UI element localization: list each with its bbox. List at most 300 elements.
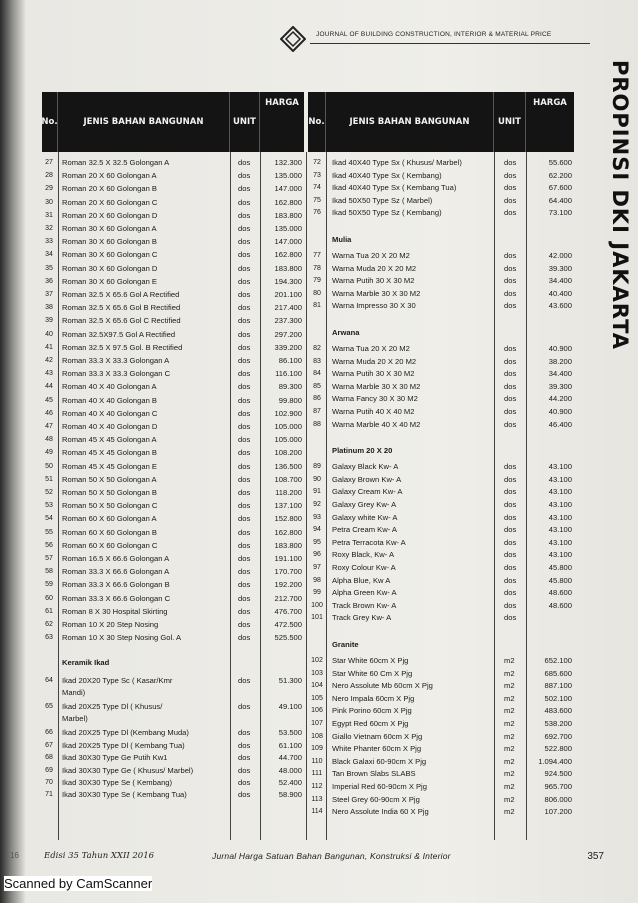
table-row <box>42 196 304 209</box>
item-unit: dos <box>504 525 517 535</box>
item-name: Nero Assolute Mb 60cm X Pjg <box>332 681 433 691</box>
table-row <box>308 156 574 169</box>
item-price: 538.200 <box>544 719 572 728</box>
row-number: 104 <box>311 682 323 690</box>
item-price: 45.800 <box>548 563 572 572</box>
item-unit: dos <box>238 250 251 260</box>
table-row <box>42 788 304 801</box>
table-row-continuation <box>42 686 304 699</box>
item-price: 51.300 <box>278 676 302 686</box>
item-name: Roman 33.3 X 33.3 Golongan A <box>62 356 170 365</box>
row-number: 54 <box>45 515 53 523</box>
item-price: 806.000 <box>544 794 572 804</box>
item-unit: dos <box>504 288 517 298</box>
item-price: 40.900 <box>548 407 572 416</box>
item-unit: dos <box>504 195 517 205</box>
item-unit: dos <box>238 369 251 379</box>
item-price: 476.700 <box>274 606 302 616</box>
row-number: 66 <box>45 729 53 737</box>
table-row <box>42 156 304 169</box>
table-row <box>42 394 304 407</box>
table-row <box>308 418 574 431</box>
journal-rule <box>310 43 590 44</box>
table-row <box>42 726 304 739</box>
item-name: Roman 60 X 60 Golongan A <box>62 514 157 524</box>
item-name: Roman 50 X 50 Golongan C <box>62 501 158 511</box>
table-row <box>308 667 574 680</box>
row-number: 92 <box>313 501 321 508</box>
item-unit: dos <box>504 512 517 522</box>
item-unit: dos <box>238 329 251 339</box>
item-price: 48.600 <box>548 588 572 598</box>
row-number: 29 <box>45 185 53 193</box>
item-price: 43.100 <box>548 474 572 484</box>
item-name: Nero Impala 60cm X Pjg <box>332 693 415 703</box>
item-price: 45.800 <box>548 575 572 585</box>
row-number: 87 <box>313 408 321 415</box>
item-name: Ikad 20X25 Type Dl ( Khusus/ <box>62 702 163 712</box>
item-price: 183.800 <box>274 210 302 220</box>
page-footer <box>10 851 604 867</box>
section-title: Mulia <box>332 235 352 244</box>
item-unit: m2 <box>504 656 515 665</box>
item-unit: dos <box>504 344 517 353</box>
item-price: 136.500 <box>274 461 302 471</box>
table-row <box>308 287 574 300</box>
item-price: 472.500 <box>274 620 302 629</box>
row-number: 73 <box>313 171 321 179</box>
item-unit: dos <box>238 633 251 643</box>
item-unit: m2 <box>504 719 515 728</box>
table-row <box>42 275 304 288</box>
item-price: 48.600 <box>548 600 572 610</box>
table-row <box>42 751 304 764</box>
row-number: 43 <box>45 370 53 378</box>
item-name: Ikad 40X40 Type Sx ( Kembang Tua) <box>332 183 457 193</box>
table-row <box>42 222 304 235</box>
item-name: Roman 20 X 60 Golongan C <box>62 197 158 207</box>
item-unit: dos <box>504 407 517 416</box>
item-name: Roman 50 X 50 Golongan A <box>62 474 157 484</box>
table-row <box>42 592 304 605</box>
item-unit: dos <box>504 419 517 429</box>
row-number: 99 <box>313 589 321 597</box>
item-name-continued: Mandi) <box>62 688 86 698</box>
item-unit: dos <box>504 381 517 391</box>
table-row <box>308 194 574 207</box>
section-title: Granite <box>332 640 359 649</box>
table-row <box>308 460 574 473</box>
item-name: Ikad 30X30 Type Se ( Kembang) <box>62 778 173 787</box>
table-row <box>42 526 304 539</box>
row-number: 76 <box>313 209 321 217</box>
item-price: 201.100 <box>274 290 302 299</box>
row-number: 95 <box>313 538 321 546</box>
table-row <box>42 433 304 446</box>
item-unit: dos <box>238 422 251 431</box>
item-name: Ikad 40X40 Type Sx ( Khusus/ Marbel) <box>332 158 462 167</box>
edition-label: Edisi 35 Tahun XXII 2016 <box>44 851 155 861</box>
table-row <box>308 523 574 536</box>
item-name: Roman 20 X 60 Golongan A <box>62 171 157 181</box>
item-name: Roman 10 X 20 Step Nosing <box>62 620 159 629</box>
item-name: Roman 50 X 50 Golongan B <box>62 488 157 497</box>
item-name: Roman 45 X 45 Golongan A <box>62 435 157 445</box>
table-row <box>42 262 304 275</box>
item-unit: dos <box>238 580 251 590</box>
table-row <box>308 574 574 587</box>
table-row <box>42 776 304 789</box>
row-number: 52 <box>45 489 53 496</box>
row-number: 35 <box>45 264 53 272</box>
item-name: Ikad 20X25 Type Dl ( Kembang Tua) <box>62 740 185 750</box>
item-name: Egypt Red 60cm X Pjg <box>332 719 409 728</box>
item-unit: dos <box>238 753 251 763</box>
row-number: 75 <box>313 196 321 204</box>
table-row <box>308 561 574 574</box>
item-name: Roman 32.5 X 65.6 Gol C Rectified <box>62 316 181 326</box>
item-name: Imperial Red 60-90cm X Pjg <box>332 782 427 791</box>
row-number: 105 <box>311 694 323 702</box>
table-row <box>42 407 304 420</box>
row-number: 78 <box>313 264 321 272</box>
item-name: Ikad 30X30 Type Ge Putih Kw1 <box>62 753 168 763</box>
item-price: 43.100 <box>548 500 572 509</box>
table-row <box>42 314 304 327</box>
item-name: Black Galaxi 60-90cm X Pjg <box>332 756 427 766</box>
row-number: 32 <box>45 225 53 232</box>
item-price: 135.000 <box>274 171 302 181</box>
table-row <box>308 249 574 262</box>
item-unit: dos <box>238 382 251 392</box>
col-header-no: No. <box>308 92 326 152</box>
table-row <box>308 206 574 219</box>
item-price: 44.200 <box>548 394 572 404</box>
row-number: 83 <box>313 357 321 365</box>
item-price: 52.400 <box>278 778 302 787</box>
section-title: Keramik Ikad <box>62 658 110 668</box>
table-row <box>42 288 304 301</box>
item-unit: dos <box>238 316 251 326</box>
row-number: 94 <box>313 526 321 534</box>
item-name: Roman 33.3 X 66.6 Golongan C <box>62 593 171 603</box>
item-unit: dos <box>238 702 251 712</box>
item-price: 102.900 <box>274 408 302 418</box>
item-unit: dos <box>238 303 251 313</box>
item-unit: dos <box>238 448 251 458</box>
item-unit: m2 <box>504 794 515 804</box>
item-name: Petra Cream Kw- A <box>332 525 397 535</box>
item-name: Steel Grey 60-90cm X Pjg <box>332 794 420 804</box>
item-name: Warna Tua 20 X 20 M2 <box>332 251 410 260</box>
item-price: 108.700 <box>274 474 302 484</box>
row-number: 113 <box>311 795 323 803</box>
item-name: Ikad 30X30 Type Ge ( Khusus/ Marbel) <box>62 765 194 775</box>
item-unit: dos <box>238 356 251 365</box>
item-name: Roman 32.5 X 65.6 Gol A Rectified <box>62 290 180 299</box>
item-unit: dos <box>238 435 251 445</box>
table-row <box>308 274 574 287</box>
table-row <box>308 599 574 612</box>
left-table-header <box>42 92 304 152</box>
item-name: Tan Brown Slabs SLABS <box>332 769 416 779</box>
item-unit: dos <box>238 778 251 787</box>
row-number: 30 <box>45 198 53 206</box>
item-unit: m2 <box>504 744 515 754</box>
item-unit: m2 <box>504 756 515 766</box>
item-price: 73.100 <box>548 208 572 218</box>
item-name: Roman 30 X 60 Golongan A <box>62 224 157 233</box>
item-price: 132.300 <box>274 158 302 167</box>
row-number: 112 <box>311 783 323 790</box>
item-price: 147.000 <box>274 184 302 194</box>
row-number: 39 <box>45 317 53 325</box>
item-unit: m2 <box>504 668 515 678</box>
item-price: 64.400 <box>548 195 572 205</box>
item-name: Pink Porino 60cm X Pjg <box>332 706 412 716</box>
item-price: 194.300 <box>274 276 302 286</box>
item-unit: dos <box>238 395 251 405</box>
table-row <box>308 717 574 730</box>
item-name: White Phanter 60cm X Pjg <box>332 744 422 754</box>
table-row <box>42 420 304 433</box>
journal-footer-title: Jurnal Harga Satuan Bahan Bangunan, Konstruksi & Interior <box>212 851 451 861</box>
item-name: Warna Marble 30 X 30 M2 <box>332 381 421 391</box>
item-unit: dos <box>504 170 517 180</box>
table-row <box>42 605 304 618</box>
item-unit: dos <box>504 276 517 286</box>
item-price: 137.100 <box>274 501 302 511</box>
item-price: 42.000 <box>548 251 572 260</box>
table-row <box>42 235 304 248</box>
section-title: Arwana <box>332 328 360 337</box>
item-unit: m2 <box>504 681 515 691</box>
row-number: 28 <box>45 172 53 180</box>
row-number: 98 <box>313 576 321 584</box>
table-row <box>308 355 574 368</box>
item-price: 61.100 <box>278 740 302 750</box>
row-number: 72 <box>313 159 321 166</box>
item-unit: dos <box>238 488 251 497</box>
item-unit: dos <box>238 461 251 471</box>
item-unit: dos <box>504 208 517 218</box>
row-number: 63 <box>45 634 53 642</box>
item-name: Ikad 20X20 Type Sc ( Kasar/Kmr <box>62 676 173 686</box>
table-row <box>308 342 574 355</box>
row-number: 33 <box>45 238 53 246</box>
item-price: 183.800 <box>274 263 302 273</box>
item-name: Star White 60cm X Pjg <box>332 656 409 665</box>
item-name: Roman 45 X 45 Golongan E <box>62 461 157 471</box>
row-number: 68 <box>45 754 53 762</box>
item-price: 965.700 <box>544 782 572 791</box>
table-row <box>42 764 304 777</box>
row-number: 36 <box>45 277 53 285</box>
table-row <box>308 586 574 599</box>
item-name: Roman 8 X 30 Hospital Skirting <box>62 606 168 616</box>
item-price: 116.100 <box>275 369 302 379</box>
table-row <box>42 460 304 473</box>
row-number: 46 <box>45 409 53 417</box>
item-name: Roman 40 X 40 Golongan D <box>62 422 158 431</box>
item-unit: dos <box>238 237 251 247</box>
row-number: 89 <box>313 463 321 471</box>
item-price: 105.000 <box>274 422 302 431</box>
item-price: 1.094.400 <box>538 756 572 766</box>
item-unit: m2 <box>504 731 515 741</box>
item-name: Galaxy Black Kw- A <box>332 462 399 472</box>
item-price: 43.100 <box>548 525 572 535</box>
item-name: Roman 40 X 40 Golongan B <box>62 395 157 405</box>
row-number: 103 <box>311 669 323 677</box>
item-name: Warna Putih 30 X 30 M2 <box>332 276 415 286</box>
item-unit: dos <box>238 554 251 563</box>
item-price: 44.700 <box>278 753 302 763</box>
row-number: 107 <box>311 720 323 727</box>
item-price: 924.500 <box>544 769 572 779</box>
table-row <box>308 181 574 194</box>
table-row <box>308 793 574 806</box>
row-number: 59 <box>45 581 53 589</box>
table-row <box>42 499 304 512</box>
table-row <box>308 548 574 561</box>
item-price: 339.200 <box>274 342 302 352</box>
row-number: 57 <box>45 555 53 562</box>
table-row <box>308 299 574 312</box>
item-unit: dos <box>504 600 517 610</box>
col-header-price: HARGA <box>265 98 299 108</box>
row-number: 91 <box>313 488 321 496</box>
item-name: Galaxy Brown Kw- A <box>332 474 402 484</box>
item-price: 105.000 <box>274 435 302 445</box>
table-row <box>42 473 304 486</box>
item-name: Petra Terracota Kw- A <box>332 537 406 547</box>
journal-logo-icon <box>280 26 306 52</box>
item-unit: dos <box>504 575 517 585</box>
item-unit: m2 <box>504 807 515 817</box>
row-number: 84 <box>313 370 321 378</box>
item-price: 67.600 <box>548 183 572 193</box>
item-unit: dos <box>238 790 251 800</box>
item-unit: dos <box>238 290 251 299</box>
row-number: 79 <box>313 277 321 285</box>
item-name: Roman 32.5 X 65.6 Gol B Rectified <box>62 303 181 313</box>
item-price: 162.800 <box>274 527 302 537</box>
side-page-number: 16 <box>10 851 19 860</box>
item-price: 525.500 <box>274 633 302 643</box>
item-name: Track Grey Kw- A <box>332 613 392 623</box>
row-number: 37 <box>45 291 53 298</box>
item-price: 212.700 <box>274 593 302 603</box>
row-number: 64 <box>45 677 53 685</box>
table-row <box>308 755 574 768</box>
item-price: 652.100 <box>544 656 572 665</box>
table-row <box>308 704 574 717</box>
item-price: 38.200 <box>548 356 572 366</box>
item-price: 55.600 <box>548 158 572 167</box>
row-number: 109 <box>311 745 323 753</box>
item-unit: dos <box>504 183 517 193</box>
row-number: 77 <box>313 252 321 259</box>
item-name: Roman 45 X 45 Golongan B <box>62 448 157 458</box>
col-header-name: JENIS BAHAN BANGUNAN <box>58 92 230 152</box>
item-name: Roxy Black, Kw- A <box>332 550 395 560</box>
row-number: 60 <box>45 594 53 602</box>
item-price: 43.100 <box>548 487 572 497</box>
table-row <box>308 392 574 405</box>
item-name: Roman 60 X 60 Golongan C <box>62 540 158 550</box>
item-price: 107.200 <box>544 807 572 817</box>
row-number: 56 <box>45 541 53 549</box>
item-price: 183.800 <box>274 540 302 550</box>
item-price: 297.200 <box>274 329 302 339</box>
item-unit: dos <box>238 158 251 167</box>
province-title: PROPINSI DKI JAKARTA <box>608 60 632 351</box>
row-number: 67 <box>45 741 53 749</box>
row-number: 47 <box>45 423 53 430</box>
table-row <box>308 730 574 743</box>
item-unit: dos <box>504 550 517 560</box>
row-number: 49 <box>45 449 53 457</box>
item-name-continued: Marbel) <box>62 714 88 724</box>
item-name: Ikad 50X50 Type Sz ( Kembang) <box>332 208 442 218</box>
item-name: Warna Tua 20 X 20 M2 <box>332 344 410 353</box>
table-row <box>42 367 304 380</box>
table-row <box>42 209 304 222</box>
row-number: 55 <box>45 528 53 536</box>
table-row <box>308 780 574 793</box>
item-price: 192.200 <box>274 580 302 590</box>
table-row <box>42 739 304 752</box>
item-price: 39.300 <box>548 263 572 273</box>
item-price: 887.100 <box>544 681 572 691</box>
item-name: Roman 33.3 X 66.6 Golongan B <box>62 580 170 590</box>
row-number: 106 <box>311 707 323 715</box>
table-row <box>42 631 304 644</box>
row-number: 85 <box>313 382 321 390</box>
item-name: Warna Marble 40 X 40 M2 <box>332 419 421 429</box>
table-row <box>42 328 304 341</box>
item-price: 162.800 <box>274 250 302 260</box>
row-number: 65 <box>45 703 53 711</box>
row-number: 70 <box>45 779 53 786</box>
item-unit: dos <box>238 540 251 550</box>
item-unit: dos <box>238 197 251 207</box>
row-number: 71 <box>45 791 53 799</box>
row-number: 100 <box>311 601 323 609</box>
item-name: Ikad 20X25 Type Dl (Kembang Muda) <box>62 728 189 738</box>
item-name: Roman 32.5X97.5 Gol A Rectified <box>62 329 176 339</box>
table-row <box>308 692 574 705</box>
item-unit: dos <box>504 500 517 509</box>
table-row <box>308 498 574 511</box>
item-price: 237.300 <box>274 316 302 326</box>
table-row <box>308 405 574 418</box>
row-number: 58 <box>45 568 53 576</box>
row-number: 74 <box>313 184 321 192</box>
item-price: 53.500 <box>278 728 302 738</box>
item-price: 217.400 <box>274 303 302 313</box>
item-price: 108.200 <box>274 448 302 458</box>
col-header-no: No. <box>42 92 58 152</box>
item-unit: dos <box>504 263 517 273</box>
table-row <box>42 341 304 354</box>
item-price: 43.100 <box>548 462 572 472</box>
item-name: Roman 20 X 60 Golongan B <box>62 184 157 194</box>
item-unit: dos <box>238 171 251 181</box>
item-name: Roman 30 X 60 Golongan D <box>62 263 158 273</box>
item-unit: dos <box>504 487 517 497</box>
